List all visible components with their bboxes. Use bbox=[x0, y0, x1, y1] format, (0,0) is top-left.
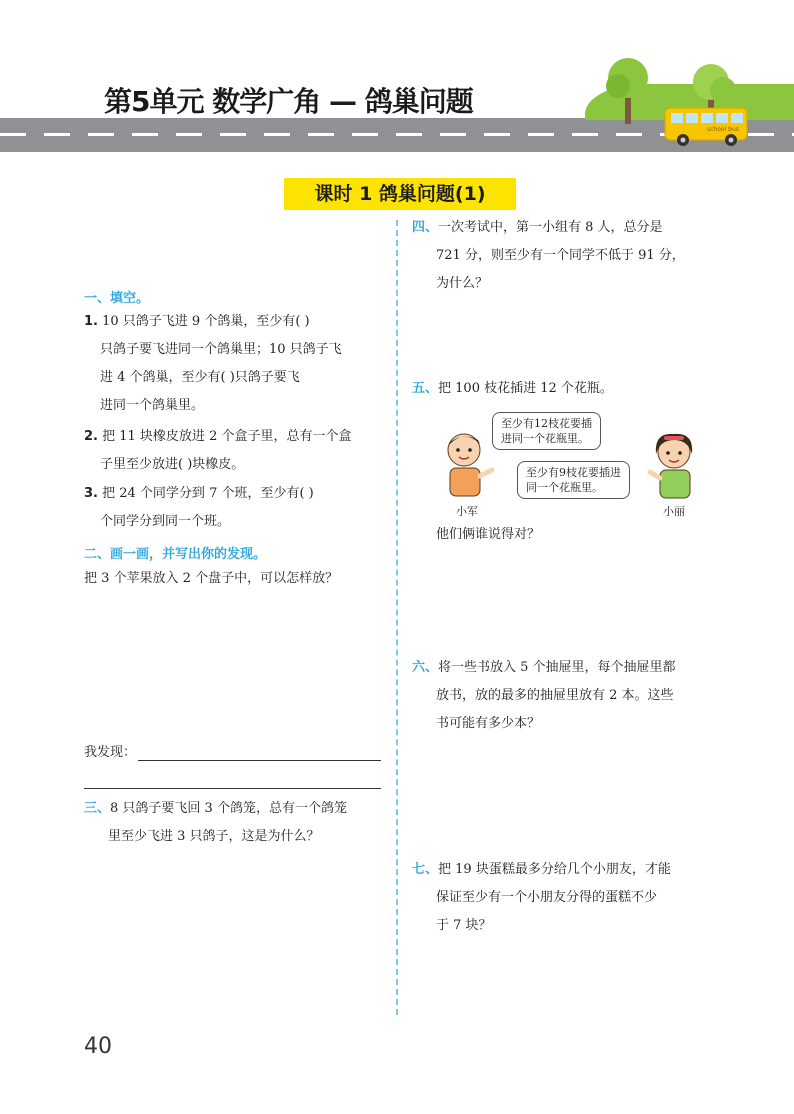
bubble-text: 至少有12枝花要插 bbox=[501, 417, 592, 430]
question-line: 书可能有多少本？ bbox=[436, 716, 541, 731]
page-number: 40 bbox=[84, 1034, 112, 1059]
question-number: 3. bbox=[84, 486, 98, 501]
section-number: 三、 bbox=[84, 801, 111, 816]
lesson-title: 课时 1 鸽巢问题(1) bbox=[314, 183, 486, 205]
question-line: 把 24 个同学分到 7 个班，至少有( ) bbox=[102, 486, 314, 501]
finding-answer-line[interactable] bbox=[138, 760, 381, 761]
question-3 bbox=[84, 480, 314, 536]
question-line: 放书，放的最多的抽屉里放有 2 本。这些 bbox=[436, 688, 674, 703]
boy-avatar bbox=[442, 430, 496, 500]
question-line: 把 100 枝花插进 12 个花瓶。 bbox=[438, 381, 613, 396]
question-number: 2. bbox=[84, 429, 98, 444]
question-line: 为什么？ bbox=[436, 276, 489, 291]
tree-and-bus-illustration bbox=[585, 50, 794, 150]
speech-bubble-girl bbox=[517, 461, 630, 499]
bubble-text: 同一个花瓶里。 bbox=[526, 481, 603, 494]
question-line: 将一些书放入 5 个抽屉里，每个抽屉里都 bbox=[438, 660, 676, 675]
section-number: 五、 bbox=[412, 381, 439, 396]
question-number: 1. bbox=[84, 314, 98, 329]
section-number: 六、 bbox=[412, 660, 439, 675]
question-line: 只鸽子要飞进同一个鸽巢里；10 只鸽子飞 bbox=[100, 342, 342, 357]
finding-label: 我发现： bbox=[84, 745, 137, 760]
girl-name: 小丽 bbox=[663, 505, 685, 518]
girl-avatar bbox=[646, 432, 700, 502]
question-line: 进同一个鸽巢里。 bbox=[100, 398, 205, 413]
section-number: 七、 bbox=[412, 862, 439, 877]
section-1-heading: 一、填空。 bbox=[84, 291, 150, 306]
question-line: 一次考试中，第一小组有 8 人，总分是 bbox=[438, 220, 663, 235]
question-line: 保证至少有一个小朋友分得的蛋糕不少 bbox=[436, 890, 658, 905]
question-line: 721 分，则至少有一个同学不低于 91 分， bbox=[436, 248, 685, 263]
section-5 bbox=[412, 375, 613, 403]
speech-bubble-boy bbox=[492, 412, 601, 450]
boy-name: 小军 bbox=[456, 505, 478, 518]
question-line: 里至少飞进 3 只鸽子，这是为什么？ bbox=[108, 829, 320, 844]
question-line: 进 4 个鸽巢，至少有( )只鸽子要飞 bbox=[100, 370, 300, 385]
question-line: 个同学分到同一个班。 bbox=[100, 514, 231, 529]
question-line: 把 11 块橡皮放进 2 个盒子里，总有一个盒 bbox=[102, 429, 352, 444]
bus-label: school bus bbox=[707, 126, 739, 133]
section-number: 四、 bbox=[412, 220, 439, 235]
section-5-question: 他们俩谁说得对？ bbox=[436, 527, 541, 542]
section-2-question: 把 3 个苹果放入 2 个盘子中，可以怎样放？ bbox=[84, 571, 339, 586]
question-line: 于 7 块？ bbox=[436, 918, 492, 933]
section-3 bbox=[84, 795, 347, 851]
question-line: 8 只鸽子要飞回 3 个鸽笼，总有一个鸽笼 bbox=[110, 801, 347, 816]
finding-answer-line[interactable] bbox=[84, 788, 381, 789]
tree-icon bbox=[606, 58, 648, 124]
section-4 bbox=[412, 214, 685, 298]
bubble-text: 进同一个花瓶里。 bbox=[501, 432, 589, 445]
section-6 bbox=[412, 654, 676, 738]
question-line: 10 只鸽子飞进 9 个鸽巢，至少有( ) bbox=[102, 314, 310, 329]
question-line: 子里至少放进( )块橡皮。 bbox=[100, 457, 245, 472]
column-divider bbox=[396, 220, 398, 1015]
question-line: 把 19 块蛋糕最多分给几个小朋友，才能 bbox=[438, 862, 671, 877]
unit-title: 第5单元 数学广角 — 鸽巢问题 bbox=[104, 85, 473, 118]
question-1 bbox=[84, 308, 342, 420]
question-2 bbox=[84, 423, 351, 479]
section-7 bbox=[412, 856, 671, 940]
bubble-text: 至少有9枝花要插进 bbox=[526, 466, 621, 479]
section-2-heading: 二、画一画，并写出你的发现。 bbox=[84, 547, 267, 562]
